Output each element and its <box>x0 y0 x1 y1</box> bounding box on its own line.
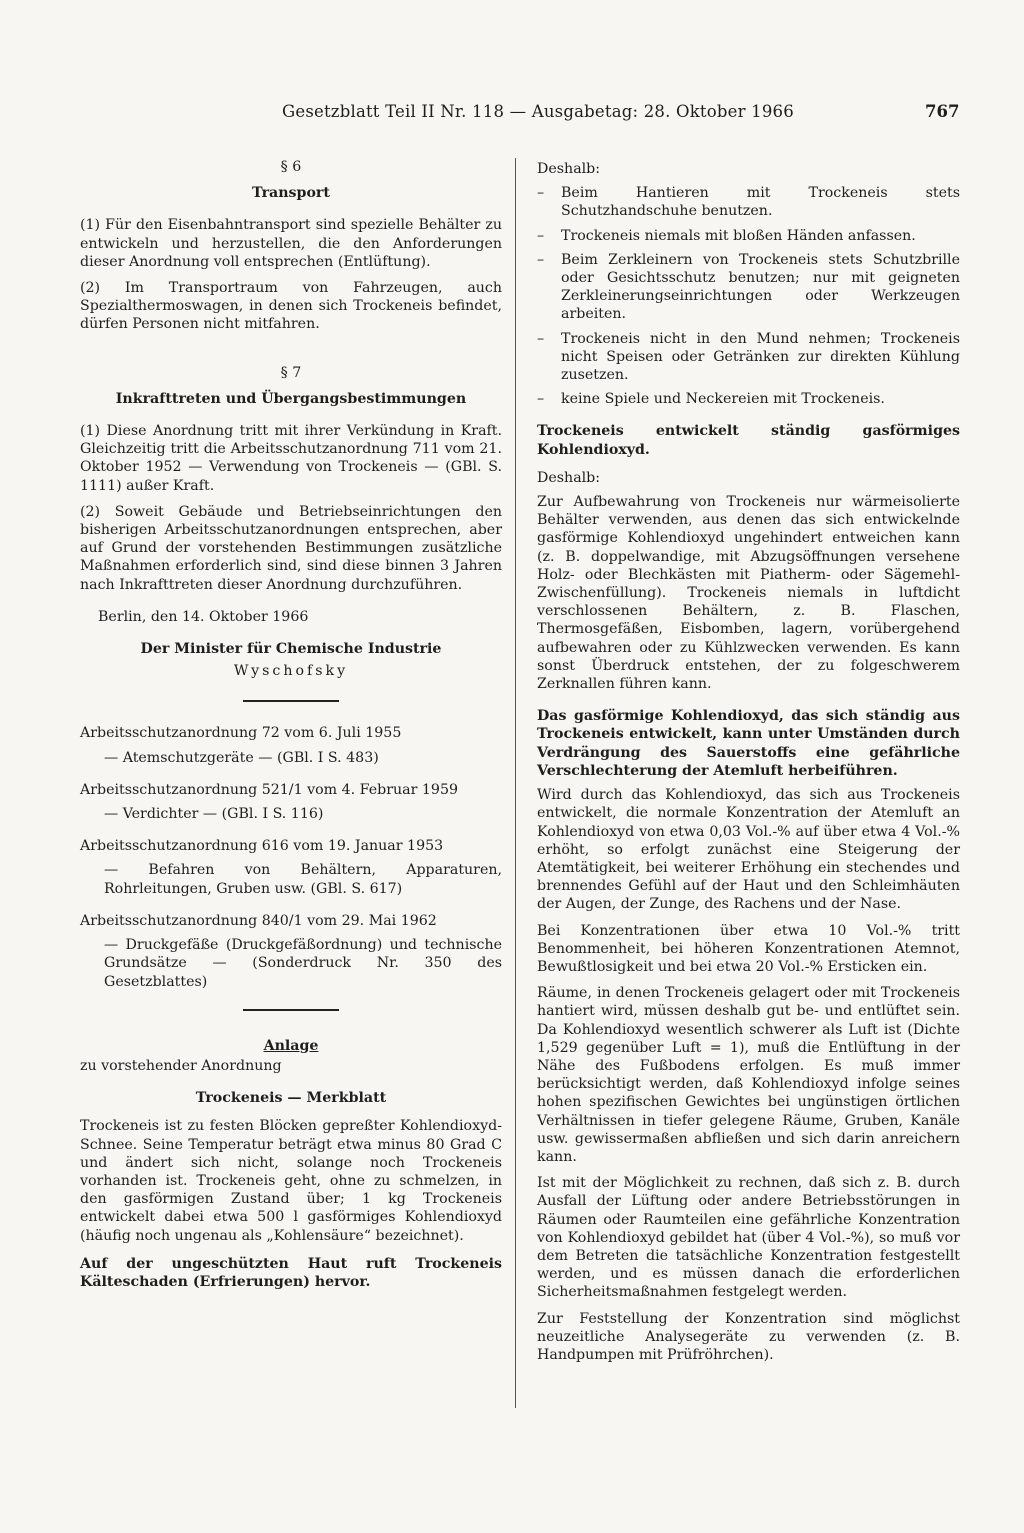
section-6-heading: Transport <box>252 185 330 202</box>
list-item: – Beim Hantieren mit Trockeneis stets Schutzhandschuhe benutzen. <box>537 185 960 220</box>
dash-marker: – <box>537 391 545 408</box>
bold-statement-1: Trockeneis entwickelt ständig gasförmiges Kohlendioxyd. <box>537 423 960 458</box>
page-header <box>0 102 1024 126</box>
reference-4: Arbeitsschutzanordnung 840/1 vom 29. Mai 1962 <box>80 912 437 929</box>
reference-3-detail: — Befahren von Behältern, Apparaturen, Rohrleitungen, Gruben usw. (GBl. S. 617) <box>104 862 502 897</box>
analysis-devices-paragraph: Zur Feststellung der Konzentration sind möglichst neuzeitliche Analysegeräte zu verwenden (z. B. Handpumpen mit Prüfröhrchen). <box>537 1310 960 1363</box>
ventilation-paragraph: Räume, in denen Trockeneis gelagert oder mit Trockeneis hantiert wird, müssen deshalb gut be- und entlüftet sein. Da Kohlendioxyd wesentlich schwerer als Luft ist (Dichte 1,529 gegenüber Luft = 1), muß die Entlüftung in der Nähe des Fußbodens erfolgen. Es muß immer berücksichtigt werden, daß Kohlendioxyd infolge seines hohen spezifischen Gewichtes bei ungünstigen örtlichen Verhältnissen in tiefer gelegene Räume, Gruben, Kanäle usw. gewissermaßen abfließen und sich darin anreichern kann. <box>537 985 960 1165</box>
reference-3: Arbeitsschutzanordnung 616 vom 19. Januar 1953 <box>80 838 444 855</box>
section-6-paragraph-1: (1) Für den Eisenbahntransport sind spezielle Behälter zu entwickeln und herzustellen, die den Anforderungen dieser Anordnung voll entsprechen (Entlüftung). <box>80 217 502 270</box>
divider-rule <box>243 700 339 702</box>
reference-2: Arbeitsschutzanordnung 521/1 vom 4. Februar 1959 <box>80 781 458 798</box>
section-7-paragraph-2: (2) Soweit Gebäude und Betriebseinrichtungen den bisherigen Arbeitsschutzanordnungen entsprechen, aber auf Grund der vorstehenden Bestimmungen zusätzliche Maßnahmen erforderlich sind, sind diese binnen 3 Jahren nach Inkrafttreten dieser Anordnung durchzuführen. <box>80 503 502 593</box>
dash-marker: – <box>537 185 545 202</box>
reference-2-detail: — Verdichter — (GBl. I S. 116) <box>104 806 324 823</box>
deshalb-label-1: Deshalb: <box>537 161 601 177</box>
column-divider <box>515 158 516 1408</box>
list-item: – Trockeneis niemals mit bloßen Händen anfassen. <box>537 227 916 244</box>
section-7-paragraph-1: (1) Diese Anordnung tritt mit ihrer Verkündung in Kraft. Gleichzeitig tritt die Arbeitsschutzanordnung 711 vom 21. Oktober 1952 — Verwendung von Trockeneis — (GBl. S. 1111) außer Kraft. <box>80 423 502 494</box>
place-date: Berlin, den 14. Oktober 1966 <box>98 608 309 625</box>
measurement-paragraph: Ist mit der Möglichkeit zu rechnen, daß sich z. B. durch Ausfall der Lüftung oder andere Betriebsstörungen in Räumen oder Raumteilen eine gefährliche Konzentration von Kohlendioxyd gebildet hat (über 4 Vol.-%), so muß vor dem Betreten die tatsächliche Konzentration festgestellt werden, und es müssen danach die erforderlichen Sicherheitsmaßnahmen festgelegt werden. <box>537 1175 960 1301</box>
reference-1-detail: — Atemschutzgeräte — (GBl. I S. 483) <box>104 749 379 766</box>
merkblatt-warning: Auf der ungeschützten Haut ruft Trockeneis Kälteschaden (Erfrierungen) hervor. <box>80 1255 502 1290</box>
high-concentration-paragraph: Bei Konzentrationen über etwa 10 Vol.-% tritt Benommenheit, bei höheren Konzentrationen Atemnot, Bewußtlosigkeit und bei etwa 20 Vol.-% Ersticken ein. <box>537 922 960 975</box>
precautions-list <box>537 184 960 408</box>
concentration-paragraph: Wird durch das Kohlendioxyd, das sich aus Trockeneis entwickelt, die normale Konzentration der Atemluft an Kohlendioxyd von etwa 0,03 Vol.-% auf über etwa 4 Vol.-% erhöht, so erfolgt zunächst eine Steigerung der Atemtätigkeit, bei weiterer Erhöhung ein stechendes und brennendes Gefühl auf der Haut und den Schleimhäuten der Augen, der Zunge, des Rachens und der Nase. <box>537 787 960 913</box>
right-column <box>537 160 960 1364</box>
dash-marker: – <box>537 330 545 347</box>
reference-1: Arbeitsschutzanordnung 72 vom 6. Juli 1955 <box>80 725 402 742</box>
anlage-title: Anlage <box>263 1037 319 1054</box>
bold-statement-2: Das gasförmige Kohlendioxyd, das sich ständig aus Trockeneis entwickelt, kann unter Umständen durch Verdrängung des Sauerstoffs eine gefährliche Verschlechterung der Atemluft herbeiführen. <box>537 708 960 779</box>
header-title: Gesetzblatt Teil II Nr. 118 — Ausgabetag: 28. Oktober 1966 <box>282 102 794 121</box>
dash-marker: – <box>537 227 545 244</box>
section-6-paragraph-2: (2) Im Transportraum von Fahrzeugen, auch Spezialthermoswagen, in denen sich Trockeneis befindet, dürfen Personen nicht mitfahren. <box>80 280 502 333</box>
minister-name: Wyschofsky <box>233 663 349 680</box>
dash-marker: – <box>537 251 545 268</box>
storage-paragraph: Zur Aufbewahrung von Trockeneis nur wärmeisolierte Behälter verwenden, aus denen das sich entwickelnde gasförmige Kohlendioxyd ungehindert entweichen kann (z. B. doppelwandige, mit Abzugsöffnungen versehene Holz- oder Blechkästen mit Piatherm- oder Sägemehl-Zwischenfüllung). Trockeneis niemals in luftdicht verschlossenen Behältern, z. B. Flaschen, Thermosgefäßen, Eisbomben, lagern, vorübergehend aufbewahren oder zu Kühlzwecken verwenden. Es kann sonst Überdruck entstehen, der zu folgeschwerem Zerknallen führen kann. <box>537 494 960 693</box>
divider-rule <box>243 1009 339 1011</box>
section-6-number: § 6 <box>280 159 302 175</box>
list-item: – keine Spiele und Neckereien mit Trockeneis. <box>537 391 885 408</box>
list-item: – Trockeneis nicht in den Mund nehmen; Trockeneis nicht Speisen oder Getränken zur direkten Kühlung zusetzen. <box>537 330 960 384</box>
anlage-subtitle: zu vorstehender Anordnung <box>80 1057 282 1074</box>
page-number: 767 <box>925 102 960 121</box>
left-column <box>80 160 502 1291</box>
reference-4-detail: — Druckgefäße (Druckgefäßordnung) und technische Grundsätze — (Sonderdruck Nr. 350 des Gesetzblattes) <box>104 937 502 990</box>
section-7-heading: Inkrafttreten und Übergangsbestimmungen <box>115 390 467 407</box>
minister-title: Der Minister für Chemische Industrie <box>140 641 442 658</box>
list-item: – Beim Zerkleinern von Trockeneis stets Schutzbrille oder Gesichtsschutz benutzen; nur mit geigneten Zerkleinerungseinrichtungen oder Werkzeugen arbeiten. <box>537 251 960 323</box>
merkblatt-title: Trockeneis — Merkblatt <box>195 1090 387 1107</box>
merkblatt-paragraph-1: Trockeneis ist zu festen Blöcken gepreßter Kohlendioxyd-Schnee. Seine Temperatur beträgt etwa minus 80 Grad C und ändert sich nicht, solange noch Trockeneis vorhanden ist. Trockeneis geht, ohne zu schmelzen, in den gasförmigen Zustand über; 1 kg Trockeneis entwickelt dabei etwa 500 l gasförmiges Kohlendioxyd (häufig noch ungenau als „Kohlensäure“ bezeichnet). <box>80 1118 502 1244</box>
section-7-number: § 7 <box>280 364 302 381</box>
deshalb-label-2: Deshalb: <box>537 469 601 486</box>
